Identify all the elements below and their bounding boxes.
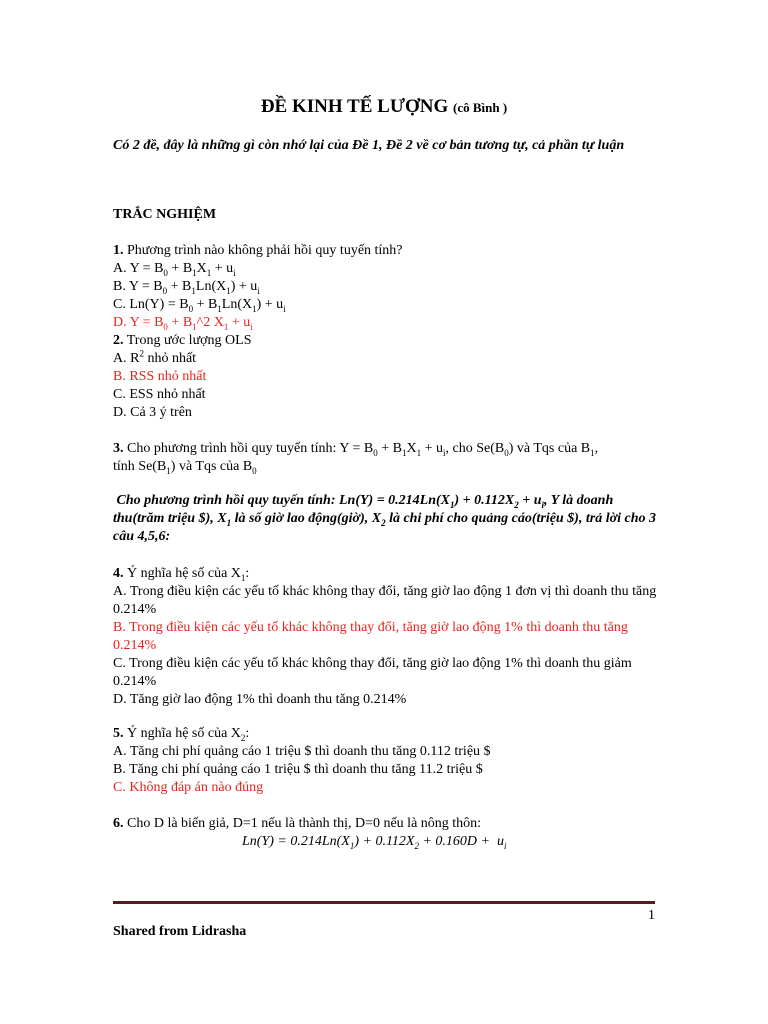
question-6 — [113, 815, 658, 833]
question-4-option-c: C. Trong điều kiện các yếu tố khác không thay đổi, tăng giờ lao động 1% thì doanh thu giảm 0.214% — [113, 656, 632, 689]
question-5-option-b: B. Tăng chi phí quảng cáo 1 triệu $ thì doanh thu tăng 11.2 triệu $ — [113, 762, 483, 777]
question-4-option-d: D. Tăng giờ lao động 1% thì doanh thu tăng 0.214% — [113, 692, 407, 707]
question-3-line-2: tính $Se(B_1)$ và Tqs của $B_0$ — [113, 459, 257, 476]
question-number: 3. — [113, 441, 124, 456]
question-5-option-c-answer: C. Không đáp án nào đúng — [113, 780, 264, 795]
document-title — [0, 96, 768, 118]
question-1-option-c: C. $Ln(Y) = B_0 + B_1Ln(X_1) + u_i$ — [113, 297, 286, 314]
footer-text: Shared from Lidrasha — [113, 924, 247, 939]
question-1-option-d-answer: D. $Y = B_0$ + $B_1\^{}2$ $X_1 + u_i$ — [113, 315, 253, 332]
context-paragraph: Cho phương trình hồi quy tuyến tính: $Ln(Y) = 0.214Ln(X_1) + 0.112X_2 + u_i$, Y là doanh thu(trăm triệu $), $X_1$ là số giờ lao động(giờ), $X_2$ là chi phí cho quảng cáo(triệu $), trả lời cho 3 câu 4,5,6: — [113, 493, 657, 544]
question-1-option-a: A. $Y = B_0 + B_1X_1 + u_i$ — [113, 261, 236, 278]
question-5-option-a: A. Tăng chi phí quảng cáo 1 triệu $ thì doanh thu tăng 0.112 triệu $ — [113, 744, 491, 759]
question-number: 5. — [113, 726, 124, 741]
question-2 — [113, 332, 658, 350]
footer-rule — [113, 901, 655, 904]
title-text: ĐỀ KINH TẾ LƯỢNG — [260, 96, 449, 117]
question-number: 4. — [113, 566, 124, 581]
question-4-option-a: A. Trong điều kiện các yếu tố khác không thay đổi, tăng giờ lao động 1 đơn vị thì doanh thu tăng 0.214% — [113, 584, 657, 617]
question-1-option-b: B. $Y = B_0 + B_1Ln(X_1) + u_i$ — [113, 279, 260, 296]
question-text: Phương trình nào không phải hồi quy tuyến tính? — [127, 243, 403, 258]
question-2-option-c: C. ESS nhỏ nhất — [113, 387, 206, 402]
question-4-option-b-answer: B. Trong điều kiện các yếu tố khác không thay đổi, tăng giờ lao động 1% thì doanh thu tăng 0.214% — [113, 620, 628, 653]
question-2-option-d: D. Cả 3 ý trên — [113, 405, 192, 420]
question-3-line-1: 3. Cho phương trình hồi quy tuyến tính: $Y = B_0 + B_1X_1 + u_i$, cho $Se(B_0)$ và Tqs của $B_1$, — [113, 441, 599, 458]
question-6-equation: $Ln(Y) = 0.214Ln(X_1) + 0.112X_2 + 0.160D + u_i$ — [242, 834, 507, 851]
question-text: Trong ước lượng OLS — [126, 333, 252, 348]
question-number: 2. — [113, 333, 124, 348]
question-text: Cho D là biến giả, D=1 nếu là thành thị, D=0 nếu là nông thôn: — [127, 816, 482, 831]
page-number: 1 — [648, 908, 655, 923]
question-number: 1. — [113, 243, 124, 258]
intro-paragraph: Có 2 đề, đây là những gì còn nhớ lại của Đề 1, Đề 2 về cơ bản tương tự, cả phần tự luận — [113, 138, 625, 153]
question-4: 4. Ý nghĩa hệ số của $X_1$: — [113, 566, 250, 583]
question-5: 5. Ý nghĩa hệ số của $X_2$: — [113, 726, 250, 743]
section-heading: TRẮC NGHIỆM — [113, 207, 217, 222]
question-2-option-b-answer: B. RSS nhỏ nhất — [113, 369, 207, 384]
question-1 — [113, 242, 658, 260]
title-subtitle: (cô Bình ) — [452, 100, 508, 115]
question-number: 6. — [113, 816, 124, 831]
question-2-option-a: A. $R^2$ nhỏ nhất — [113, 348, 197, 366]
